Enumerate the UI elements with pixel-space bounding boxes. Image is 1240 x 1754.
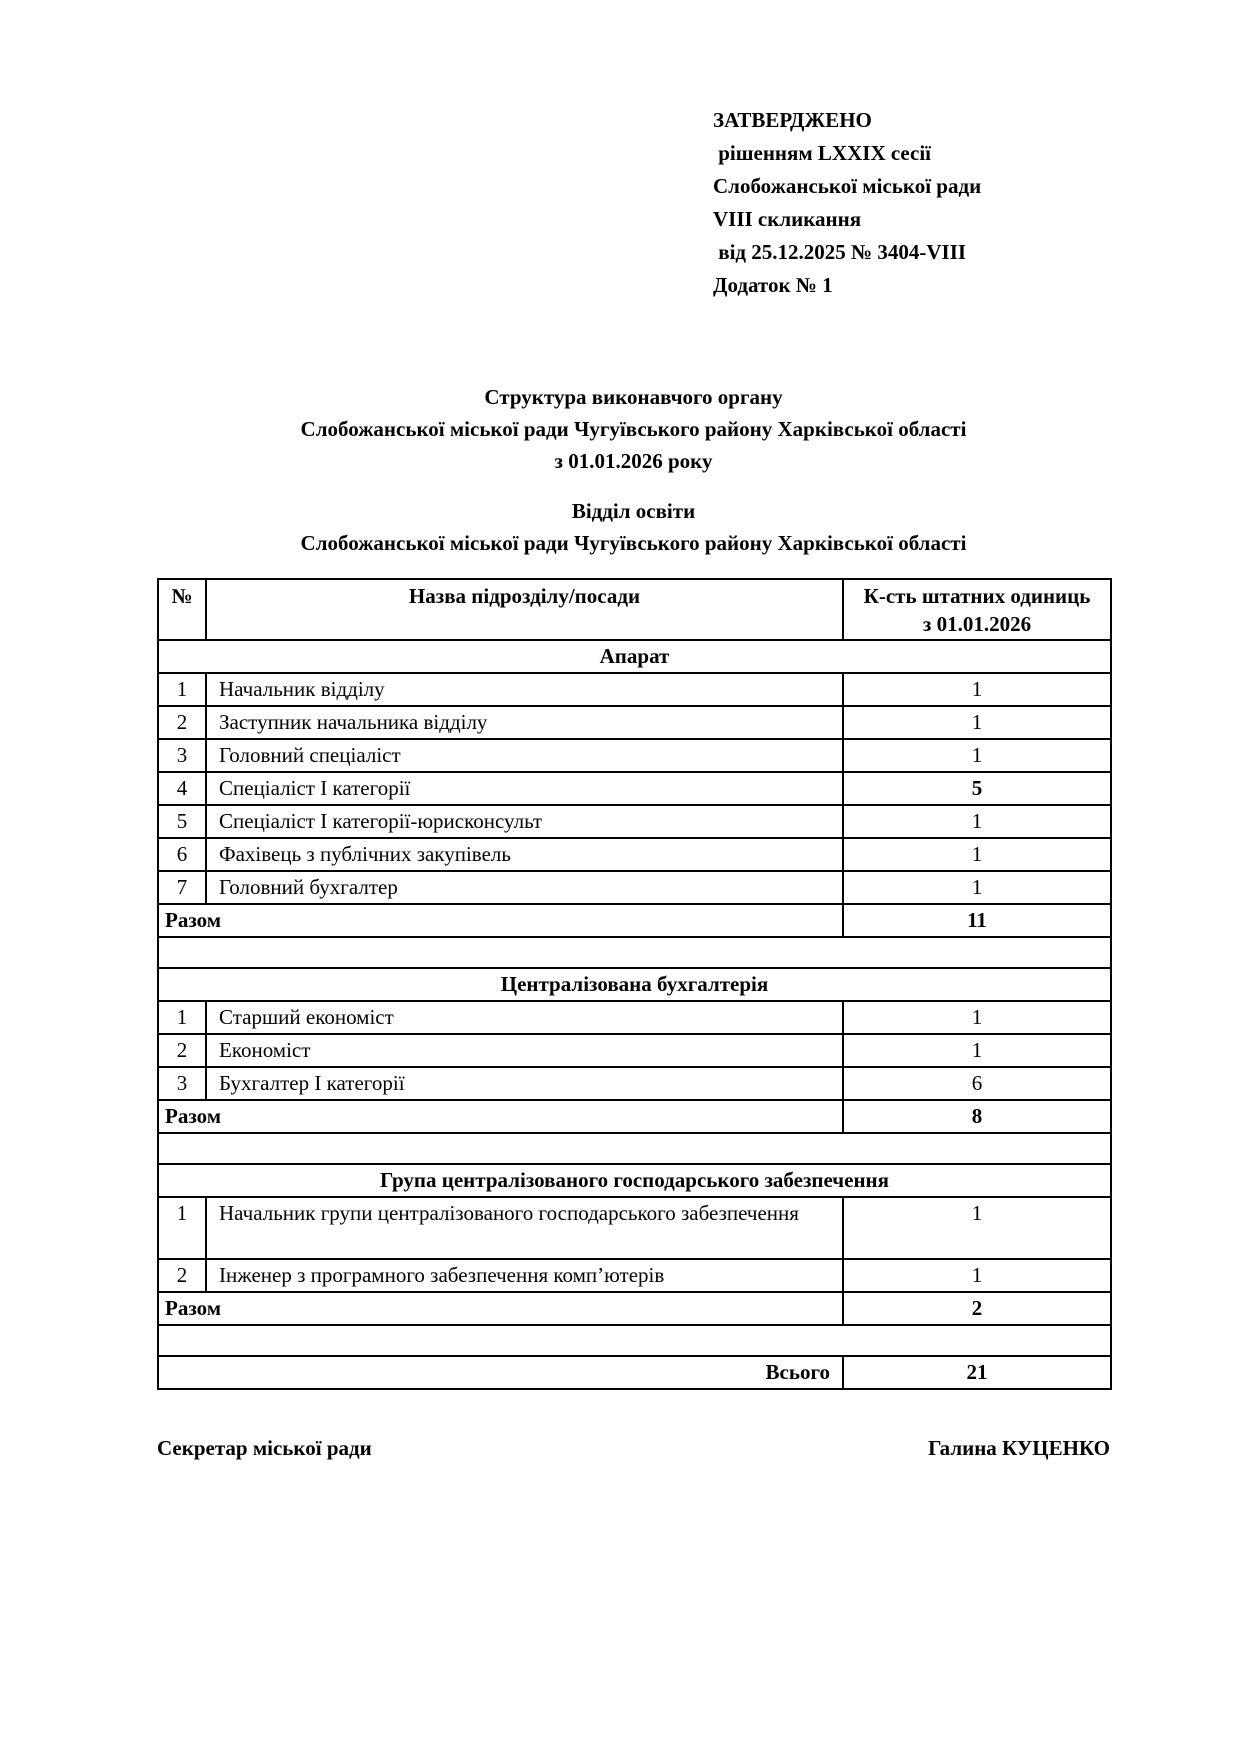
cell-count: 1 [843,673,1111,706]
cell-count: 1 [843,739,1111,772]
doc-title-line: Структура виконавчого органу [484,385,783,409]
cell-name: Заступник начальника відділу [206,706,843,739]
approval-line: ЗАТВЕРДЖЕНО [713,108,872,132]
header-num: № [158,579,206,640]
table-row [158,805,1111,838]
doc-title [157,381,1110,477]
section-title-row [158,640,1111,673]
staff-table [157,578,1112,1390]
cell-name: Інженер з програмного забезпечення комп’ютерів [206,1259,843,1292]
section-title-row [158,968,1111,1001]
cell-num: 1 [158,1197,206,1259]
cell-num: 7 [158,871,206,904]
section-title: Група централізованого господарського забезпечення [158,1164,1111,1197]
cell-num: 1 [158,1001,206,1034]
header-count-line2: з 01.01.2026 [922,612,1032,636]
cell-name: Начальник групи централізованого господарського забезпечення [206,1197,843,1259]
cell-name: Старший економіст [206,1001,843,1034]
cell-name: Спеціаліст І категорії-юрисконсульт [206,805,843,838]
table-row [158,871,1111,904]
total-label: Разом [158,1100,843,1133]
cell-num: 2 [158,1034,206,1067]
signature-name: Галина КУЦЕНКО [928,1436,1110,1460]
section-title: Централізована бухгалтерія [158,968,1111,1001]
total-value: 2 [843,1292,1111,1325]
cell-count: 5 [843,772,1111,805]
table-row [158,1259,1111,1292]
table-row [158,772,1111,805]
total-value: 8 [843,1100,1111,1133]
section-total-row [158,904,1111,937]
grand-total-row [158,1356,1111,1389]
table-row [158,706,1111,739]
total-label: Разом [158,1292,843,1325]
header-name: Назва підрозділу/посади [206,579,843,640]
doc-title-line: з 01.01.2026 року [554,449,713,473]
table-row [158,1067,1111,1100]
table-row [158,673,1111,706]
cell-count: 1 [843,838,1111,871]
section-total-row [158,1292,1111,1325]
doc-subtitle-line: Відділ освіти [571,499,696,523]
table-row [158,1197,1111,1259]
table-row [158,739,1111,772]
cell-count: 6 [843,1067,1111,1100]
cell-num: 4 [158,772,206,805]
grand-total-value: 21 [843,1356,1111,1389]
approval-line: Слобожанської міської ради [713,174,982,198]
cell-name: Головний бухгалтер [206,871,843,904]
approval-line: Додаток № 1 [713,273,833,297]
cell-count: 1 [843,1197,1111,1259]
table-header-row [158,579,1111,640]
signature-row [157,1433,1110,1463]
cell-name: Головний спеціаліст [206,739,843,772]
approval-line: VIII скликання [713,207,862,231]
section-total-row [158,1100,1111,1133]
spacer-cell [158,937,1111,968]
approval-line: від 25.12.2025 № 3404-VIII [713,240,967,264]
total-label: Разом [158,904,843,937]
header-count-line1: К-сть штатних одиниць [863,584,1091,608]
doc-title-line: Слобожанської міської ради Чугуївського району Харківської області [300,417,967,441]
total-value: 11 [843,904,1111,937]
spacer-row [158,1133,1111,1164]
section-title-row [158,1164,1111,1197]
table-row [158,1034,1111,1067]
cell-num: 2 [158,1259,206,1292]
approval-line: рішенням LXXIX сесії [713,141,931,165]
cell-num: 1 [158,673,206,706]
cell-name: Спеціаліст І категорії [206,772,843,805]
doc-subtitle-line: Слобожанської міської ради Чугуївського району Харківської області [300,531,967,555]
cell-num: 5 [158,805,206,838]
cell-name: Економіст [206,1034,843,1067]
cell-count: 1 [843,1001,1111,1034]
grand-total-label: Всього [158,1356,843,1389]
cell-num: 6 [158,838,206,871]
section-title: Апарат [158,640,1111,673]
spacer-row [158,1325,1111,1356]
spacer-cell [158,1133,1111,1164]
approval-block [713,104,981,302]
table-row [158,838,1111,871]
cell-num: 3 [158,739,206,772]
doc-subtitle [157,495,1110,559]
cell-num: 2 [158,706,206,739]
cell-name: Начальник відділу [206,673,843,706]
cell-name: Фахівець з публічних закупівель [206,838,843,871]
signature-position: Секретар міської ради [157,1436,372,1460]
cell-count: 1 [843,805,1111,838]
table-row [158,1001,1111,1034]
header-count [843,579,1111,640]
cell-count: 1 [843,706,1111,739]
spacer-cell [158,1325,1111,1356]
cell-count: 1 [843,1259,1111,1292]
cell-count: 1 [843,871,1111,904]
cell-count: 1 [843,1034,1111,1067]
spacer-row [158,937,1111,968]
cell-name: Бухгалтер І категорії [206,1067,843,1100]
cell-num: 3 [158,1067,206,1100]
